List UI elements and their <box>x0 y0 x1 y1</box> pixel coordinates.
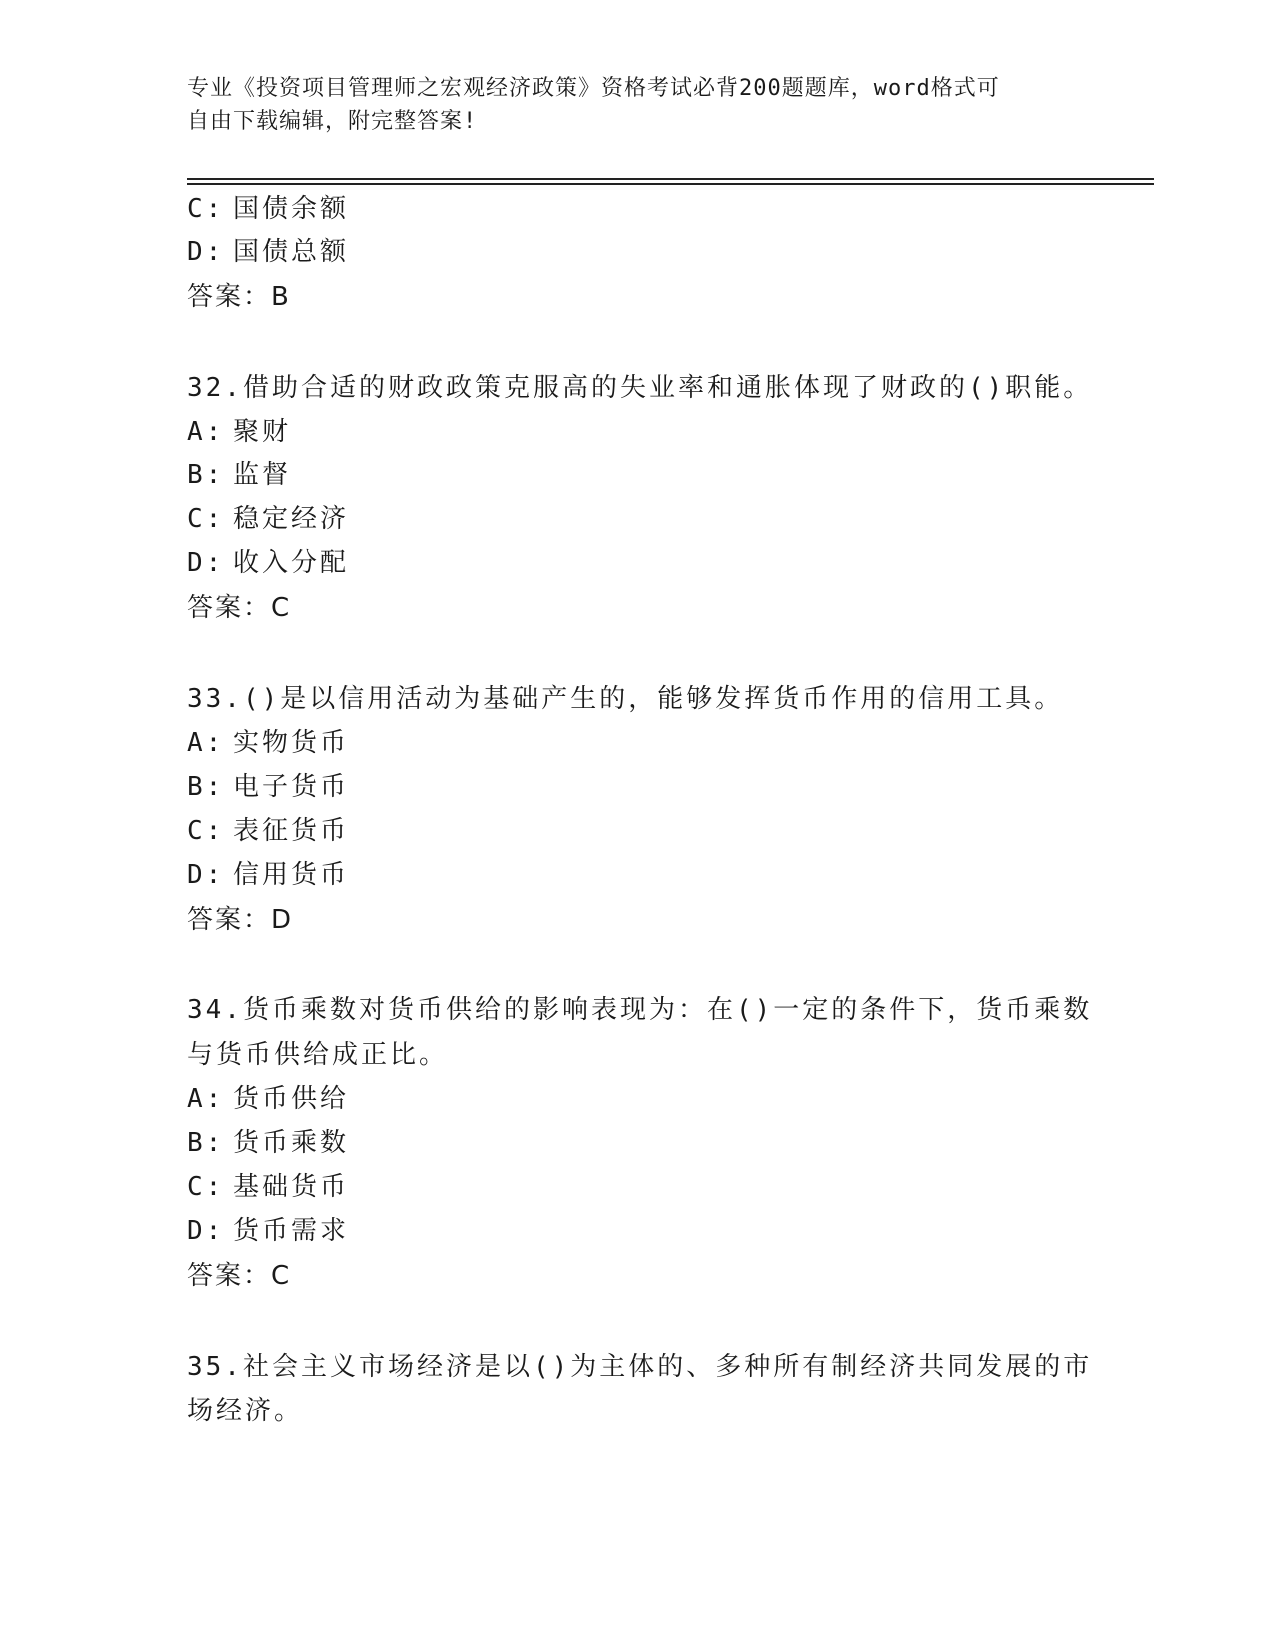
header-line-1: 专业《投资项目管理师之宏观经济政策》资格考试必背200题题库，word格式可 <box>187 76 1000 101</box>
header-divider-top <box>187 178 1154 180</box>
option-b <box>187 459 291 491</box>
option-b <box>187 771 349 803</box>
answer-line: 答案：C <box>187 593 292 623</box>
question-stem: 35.社会主义市场经济是以()为主体的、多种所有制经济共同发展的市 <box>187 1352 1093 1382</box>
option-d <box>187 1215 349 1247</box>
option-text: 表征货币 <box>233 816 350 846</box>
option-letter: D: <box>187 1216 225 1246</box>
option-c <box>187 1171 349 1203</box>
option-letter: B: <box>187 772 225 802</box>
option-text: 聚财 <box>233 417 292 447</box>
option-b <box>187 1127 349 1159</box>
question-stem-continued: 场经济。 <box>187 1396 304 1426</box>
option-letter: A: <box>187 1084 225 1114</box>
option-text: 国债余额 <box>233 194 350 224</box>
option-letter: B: <box>187 1128 225 1158</box>
option-c <box>187 815 349 847</box>
option-a <box>187 727 349 759</box>
option-text: 稳定经济 <box>233 504 350 534</box>
option-letter: A: <box>187 417 225 447</box>
option-letter: C: <box>187 1172 225 1202</box>
answer-line: 答案：C <box>187 1261 292 1291</box>
option-letter: D: <box>187 860 225 890</box>
answer-line: 答案：B <box>187 282 291 312</box>
question-stem: 32.借助合适的财政政策克服高的失业率和通胀体现了财政的()职能。 <box>187 373 1093 403</box>
question-stem-continued: 与货币供给成正比。 <box>187 1040 449 1070</box>
option-text: 监督 <box>233 460 292 490</box>
option-a <box>187 416 291 448</box>
question-stem: 34.货币乘数对货币供给的影响表现为：在()一定的条件下，货币乘数 <box>187 995 1093 1025</box>
option-letter: C: <box>187 504 225 534</box>
option-text: 货币需求 <box>233 1216 350 1246</box>
option-d <box>187 859 349 891</box>
option-d <box>187 547 349 579</box>
option-text: 电子货币 <box>233 772 350 802</box>
option-letter: C: <box>187 816 225 846</box>
document-header <box>187 72 1067 138</box>
option-text: 货币供给 <box>233 1084 350 1114</box>
option-letter: A: <box>187 728 225 758</box>
header-line-2: 自由下载编辑，附完整答案! <box>187 109 478 134</box>
option-letter: D: <box>187 548 225 578</box>
option-text: 收入分配 <box>233 548 350 578</box>
option-letter: D: <box>187 237 225 267</box>
option-text: 货币乘数 <box>233 1128 350 1158</box>
option-text: 信用货币 <box>233 860 350 890</box>
option-a <box>187 1083 349 1115</box>
option-c <box>187 193 349 225</box>
option-text: 基础货币 <box>233 1172 350 1202</box>
option-d <box>187 236 349 268</box>
option-letter: B: <box>187 460 225 490</box>
answer-line: 答案：D <box>187 905 294 935</box>
question-stem: 33.()是以信用活动为基础产生的，能够发挥货币作用的信用工具。 <box>187 684 1064 714</box>
option-letter: C: <box>187 194 225 224</box>
option-text: 国债总额 <box>233 237 350 267</box>
header-divider-bottom <box>187 183 1154 185</box>
option-text: 实物货币 <box>233 728 350 758</box>
option-c <box>187 503 349 535</box>
